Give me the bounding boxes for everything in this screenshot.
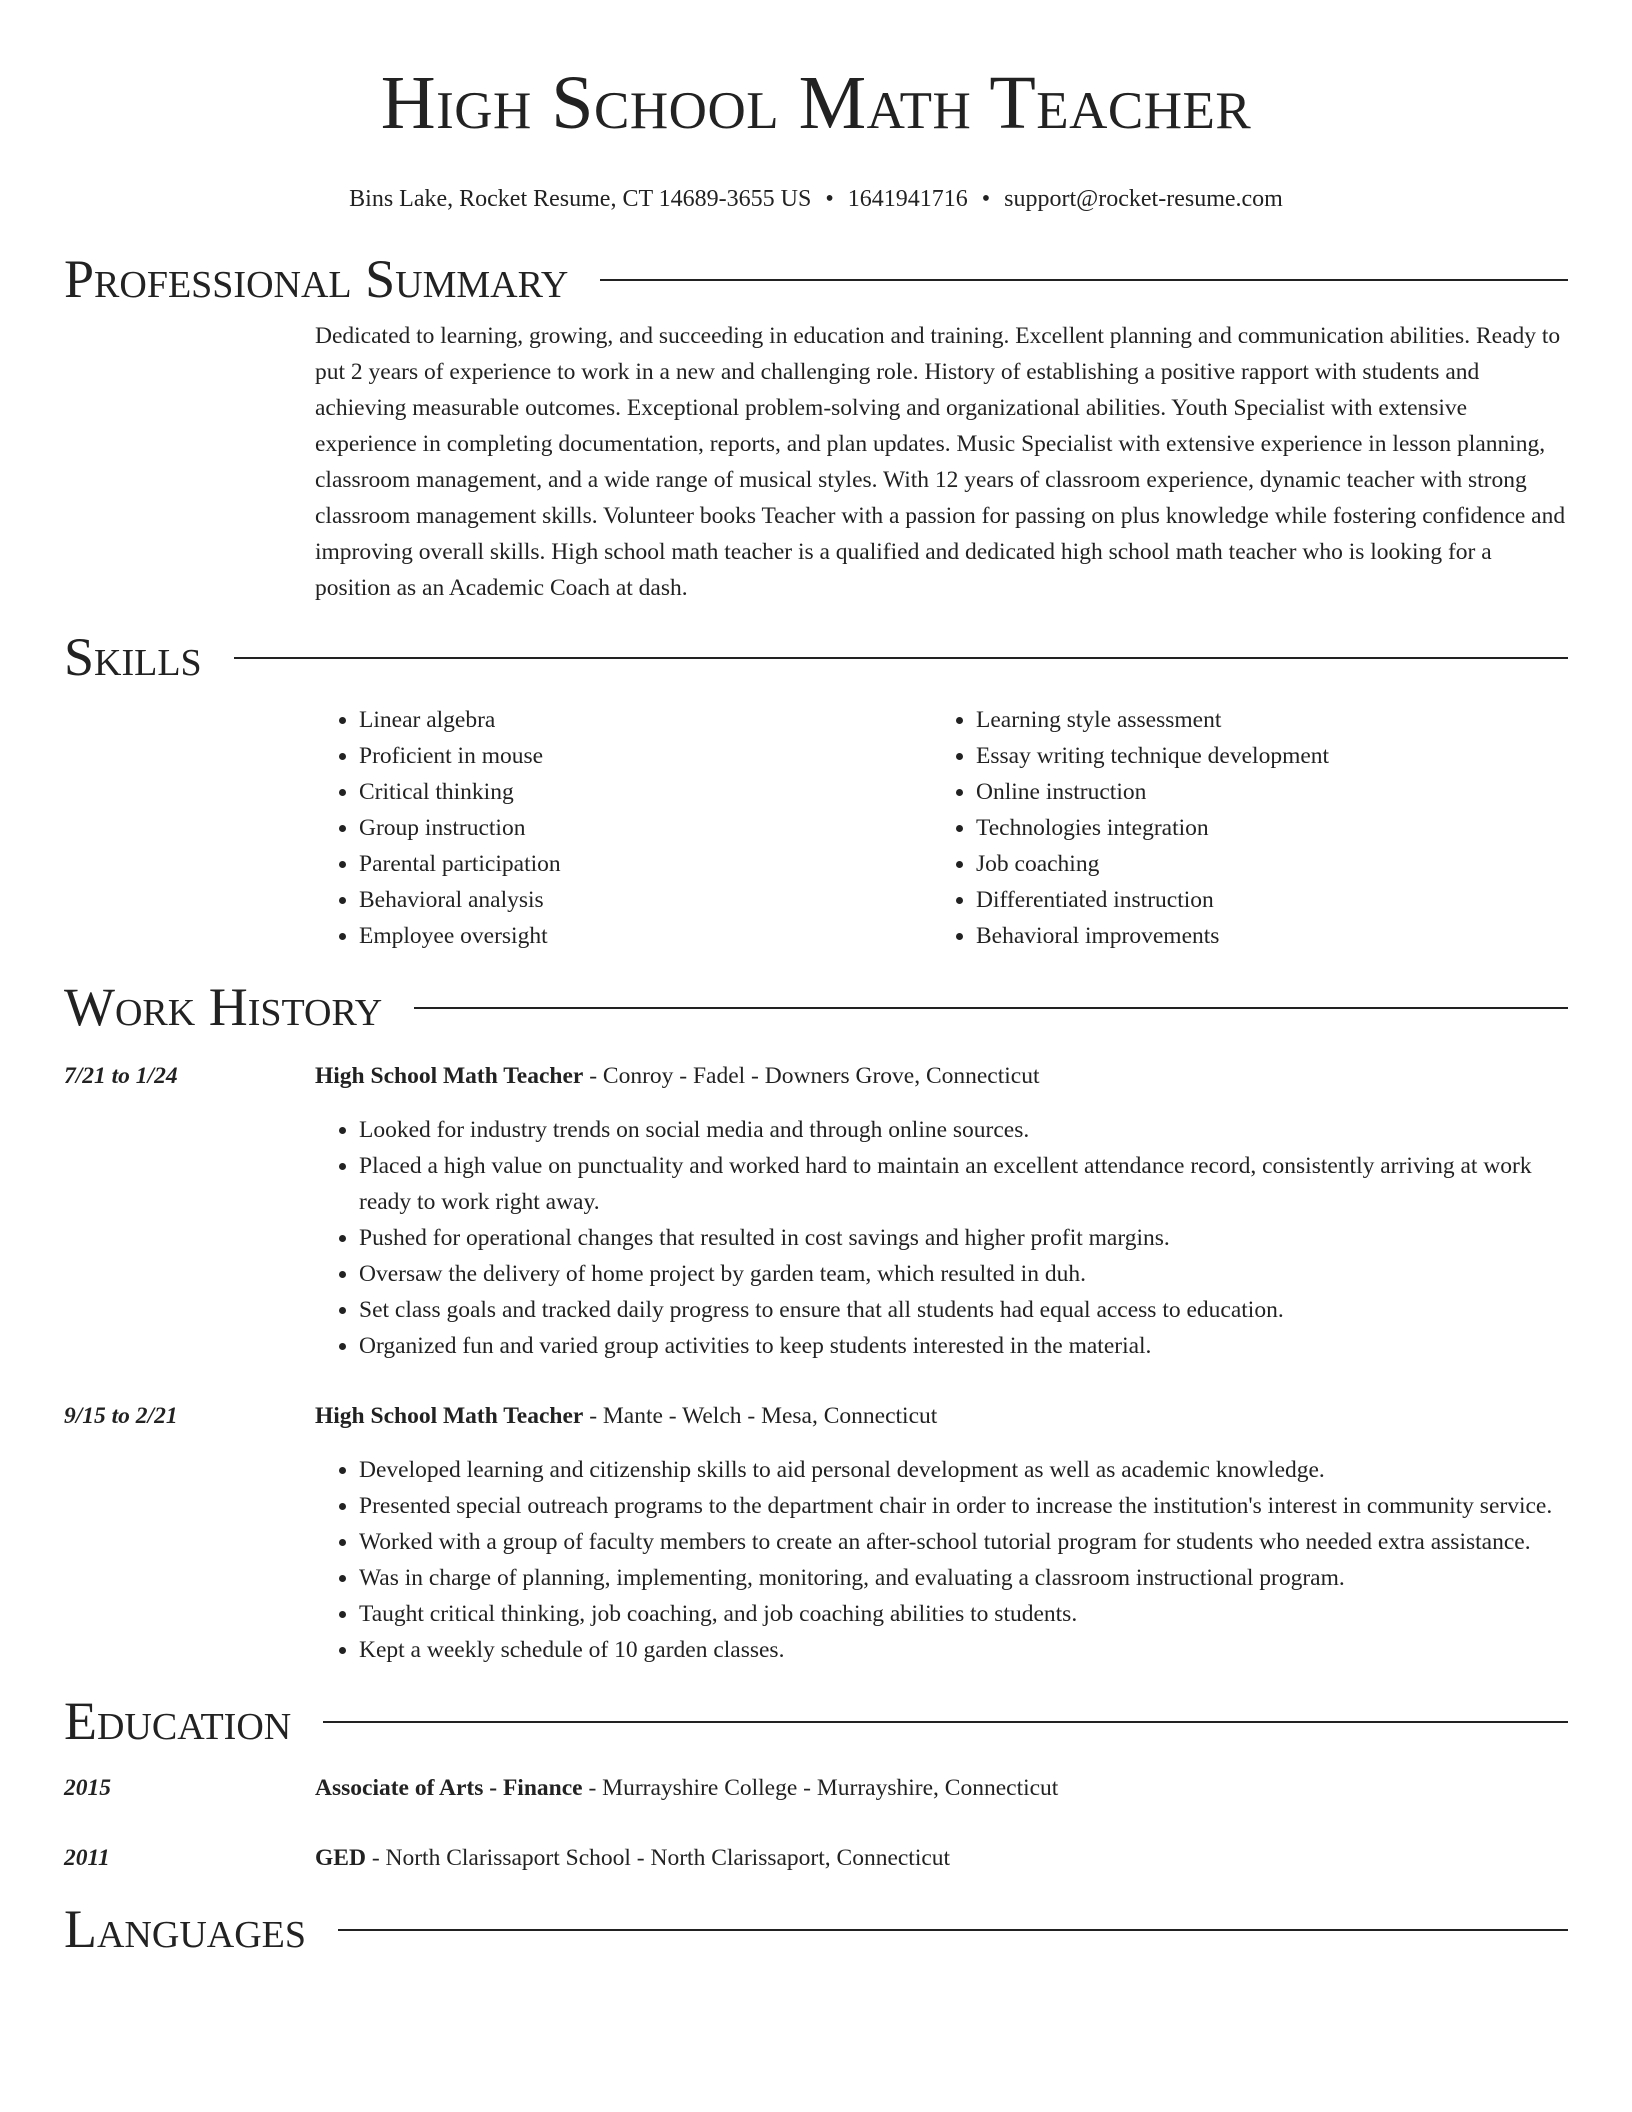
job-bullets [315,1112,1568,1364]
work-section-heading [64,976,1568,1038]
skill-item: • Differentiated instruction [976,882,1549,918]
summary-section-heading [64,248,1568,310]
languages-heading: Languages [64,1899,306,1959]
summary-heading: Professional Summary [64,249,569,309]
skills-heading: Skills [64,627,202,687]
education-detail [315,1770,1568,1806]
education-year: 2011 [64,1845,110,1871]
section-divider [338,1929,1568,1931]
education-school: - Murrayshire College - Murrayshire, Connecticut [582,1775,1059,1801]
skills-block [315,702,1568,954]
contact-phone: 1641941716 [847,186,968,212]
education-heading: Education [64,1691,292,1751]
skill-item: • Behavioral analysis [359,882,932,918]
education-entry [64,1770,1568,1806]
skill-item: • Proficient in mouse [359,738,932,774]
job-header [315,1058,1568,1094]
job-employer: - Conroy - Fadel - Downers Grove, Connecticut [583,1063,1040,1089]
job-detail [315,1398,1568,1668]
job-detail [315,1058,1568,1364]
summary-block [315,318,1568,606]
skill-item: • Online instruction [976,774,1549,810]
skill-item: • Employee oversight [359,918,932,954]
resume-page [64,0,1568,1960]
skills-grid [315,702,1568,954]
section-divider [323,1721,1568,1723]
education-year: 2015 [64,1775,111,1801]
skill-item: • Linear algebra [359,702,932,738]
job-bullet: • Oversaw the delivery of home project by garden team, which resulted in duh. [359,1256,1568,1292]
education-degree: GED [315,1845,366,1871]
contact-separator: • [981,186,991,212]
job-header [315,1398,1568,1434]
skill-item: • Parental participation [359,846,932,882]
contact-separator: • [825,186,834,212]
job-employer: - Mante - Welch - Mesa, Connecticut [583,1403,938,1429]
skills-section-heading [64,626,1568,688]
job-entry [64,1398,1568,1668]
job-bullet: • Kept a weekly schedule of 10 garden classes. [359,1632,1568,1668]
section-divider [414,1007,1568,1009]
job-bullet: • Taught critical thinking, job coaching, and job coaching abilities to students. [359,1596,1568,1632]
job-title: High School Math Teacher [315,1403,584,1429]
resume-name: High School Math Teacher [380,61,1252,145]
job-dates: 7/21 to 1/24 [64,1063,178,1089]
job-dates: 9/15 to 2/21 [64,1403,178,1429]
skill-item: • Critical thinking [359,774,932,810]
job-bullet: • Developed learning and citizenship skills to aid personal development as well as academic knowledge. [359,1452,1568,1488]
skill-item: • Technologies integration [976,810,1549,846]
skill-item: • Behavioral improvements [976,918,1549,954]
section-divider [600,279,1568,281]
skills-list-right [932,702,1549,954]
education-section-heading [64,1690,1568,1752]
languages-section-heading [64,1898,1568,1960]
contact-address: Bins Lake, Rocket Resume, CT 14689-3655 US [349,186,812,212]
education-degree: Associate of Arts - Finance [315,1775,583,1801]
skill-item: • Learning style assessment [976,702,1549,738]
job-entry [64,1058,1568,1364]
education-school: - North Clarissaport School - North Clarissaport, Connecticut [365,1845,951,1871]
contact-line [64,184,1568,214]
work-heading: Work History [64,977,383,1037]
job-bullet: • Presented special outreach programs to the department chair in order to increase the institution's interest in community service. [359,1488,1568,1524]
skills-list-left [315,702,932,954]
skill-item: • Job coaching [976,846,1549,882]
skill-item: • Group instruction [359,810,932,846]
skill-item: • Essay writing technique development [976,738,1549,774]
education-detail [315,1840,1568,1876]
job-title: High School Math Teacher [315,1063,584,1089]
job-bullet: • Looked for industry trends on social media and through online sources. [359,1112,1568,1148]
job-bullets [315,1452,1568,1668]
job-bullet: • Organized fun and varied group activities to keep students interested in the material. [359,1328,1568,1364]
education-entry [64,1840,1568,1876]
job-bullet: • Worked with a group of faculty members to create an after-school tutorial program for students who needed extra assistance. [359,1524,1568,1560]
summary-text: Dedicated to learning, growing, and succeeding in education and training. Excellent planning and communication abilities. Ready to put 2 years of experience to work in a new and challenging role. History of establishing a positive rapport with students and achieving measurable outcomes. Exceptional problem-solving and organizational abilities. Youth Specialist with extensive experience in completing documentation, reports, and plan updates. Music Specialist with extensive experience in lesson planning, classroom management, and a wide range of musical styles. With 12 years of classroom experience, dynamic teacher with strong classroom management skills. Volunteer books Teacher with a passion for passing on plus knowledge while fostering confidence and improving overall skills. High school math teacher is a qualified and dedicated high school math teacher who is looking for a position as an Academic Coach at dash. [315,323,1566,601]
section-divider [234,657,1568,659]
contact-email: support@rocket-resume.com [1004,186,1283,212]
job-bullet: • Placed a high value on punctuality and worked hard to maintain an excellent attendance record, consistently arriving at work ready to work right away. [359,1148,1568,1220]
job-bullet: • Was in charge of planning, implementing, monitoring, and evaluating a classroom instructional program. [359,1560,1568,1596]
job-bullet: • Pushed for operational changes that resulted in cost savings and higher profit margins. [359,1220,1568,1256]
job-bullet: • Set class goals and tracked daily progress to ensure that all students had equal access to education. [359,1292,1568,1328]
